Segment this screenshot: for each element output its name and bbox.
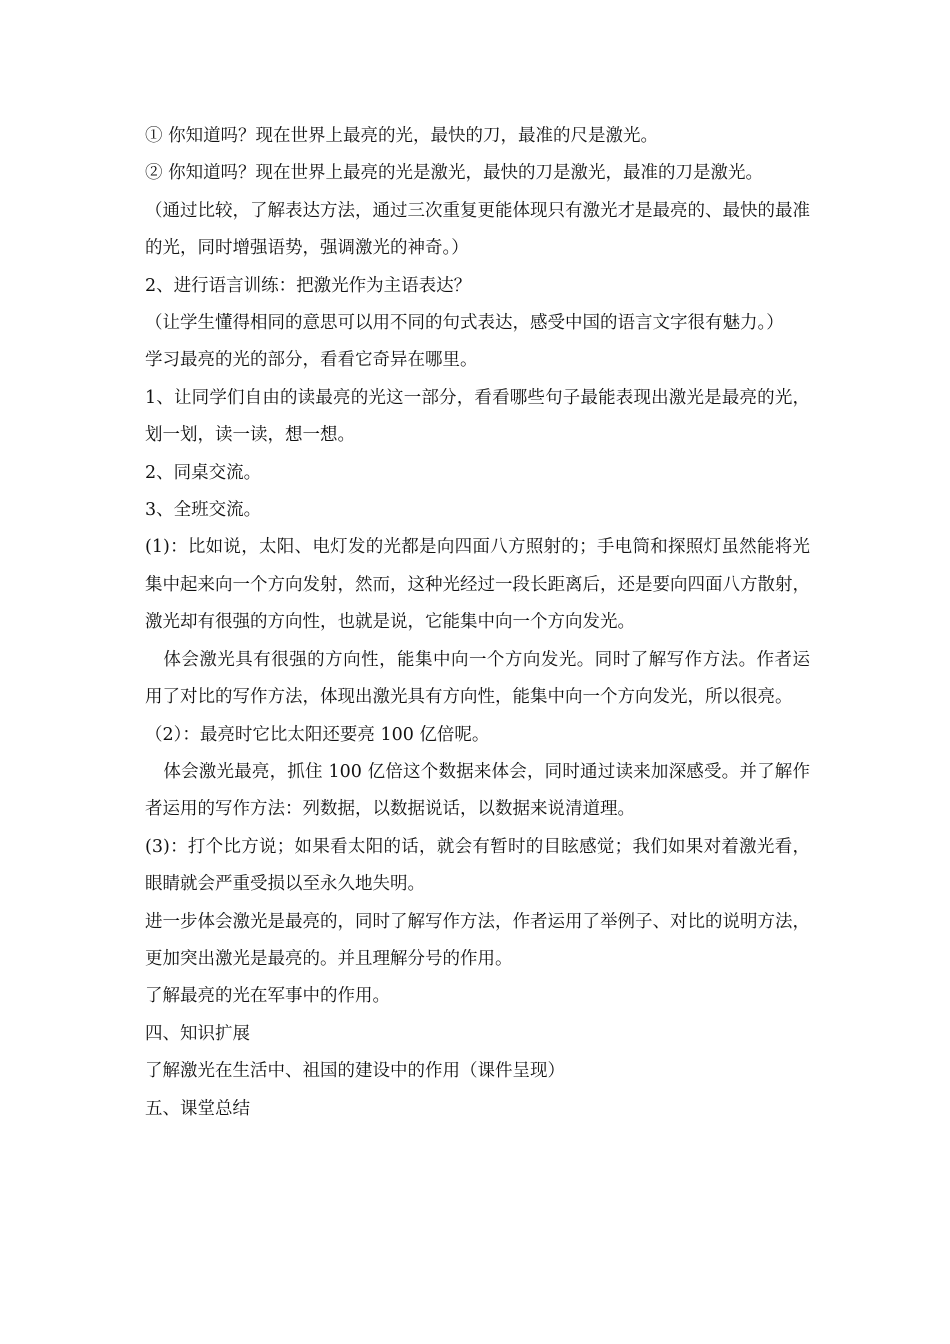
paragraph-language-training: 2、进行语言训练：把激光作为主语表达？ <box>145 275 472 296</box>
paragraph-sentence-note: （让学生懂得相同的意思可以用不同的句式表达，感受中国的语言文字很有魅力。） <box>145 313 784 334</box>
paragraph-point-2-note: 体会激光最亮，抓住 100 亿倍这个数据来体会，同时通过读来加深感受。并了解作者运用的写作方法：列数据，以数据说话，以数据来说清道理。 <box>145 761 810 820</box>
section-heading-4: 四、知识扩展 <box>145 1023 250 1044</box>
paragraph-example-2: ② 你知道吗？现在世界上最亮的光是激光，最快的刀是激光，最准的刀是激光。 <box>145 163 764 184</box>
paragraph-point-2: （2）：最亮时它比太阳还要亮 100 亿倍呢。 <box>145 724 490 745</box>
document-body <box>145 118 810 1128</box>
paragraph-step-1: 1、让同学们自由的读最亮的光这一部分，看看哪些句子最能表现出激光是最亮的光，划一划，读一读，想一想。 <box>145 387 810 446</box>
paragraph-military-use: 了解最亮的光在军事中的作用。 <box>145 986 390 1007</box>
paragraph-extension: 了解激光在生活中、祖国的建设中的作用（课件呈现） <box>145 1061 565 1082</box>
paragraph-step-3: 3、全班交流。 <box>145 500 262 521</box>
paragraph-comparison-note: （通过比较，了解表达方法，通过三次重复更能体现只有激光才是最亮的、最快的最准的光，同时增强语势，强调激光的神奇。） <box>145 200 810 259</box>
paragraph-point-1: (1)：比如说，太阳、电灯发的光都是向四面八方照射的；手电筒和探照灯虽然能将光集中起来向一个方向发射，然而，这种光经过一段长距离后，还是要向四面八方散射，激光却有很强的方向性，也就是说，它能集中向一个方向发光。 <box>145 537 810 633</box>
paragraph-example-1: ① 你知道吗？现在世界上最亮的光，最快的刀，最准的尺是激光。 <box>145 126 659 146</box>
paragraph-point-3: (3)：打个比方说；如果看太阳的话，就会有暂时的目眩感觉；我们如果对着激光看，眼睛就会严重受损以至永久地失明。 <box>145 836 810 895</box>
paragraph-step-2: 2、同桌交流。 <box>145 462 262 483</box>
paragraph-point-1-note: 体会激光具有很强的方向性，能集中向一个方向发光。同时了解写作方法。作者运用了对比的写作方法，体现出激光具有方向性，能集中向一个方向发光，所以很亮。 <box>145 649 810 708</box>
section-heading-5: 五、课堂总结 <box>145 1098 250 1119</box>
paragraph-point-3-note: 进一步体会激光是最亮的，同时了解写作方法，作者运用了举例子、对比的说明方法，更加突出激光是最亮的。并且理解分号的作用。 <box>145 911 810 969</box>
paragraph-study-brightest: 学习最亮的光的部分，看看它奇异在哪里。 <box>145 350 478 371</box>
